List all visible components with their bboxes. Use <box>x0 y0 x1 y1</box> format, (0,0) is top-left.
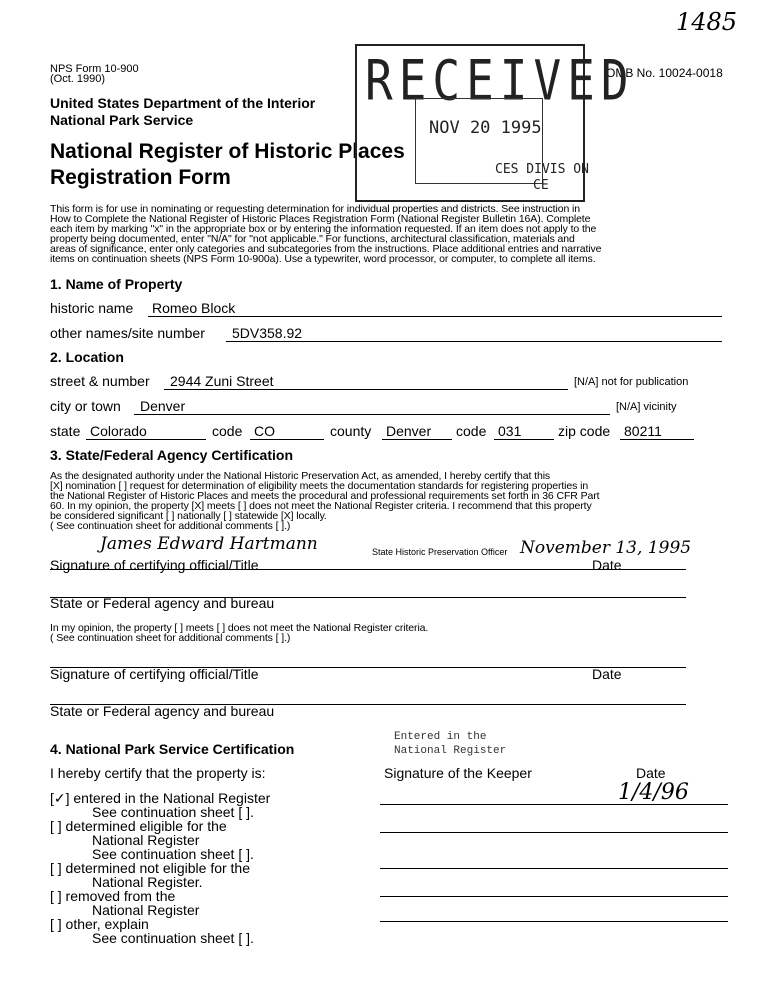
county-code-field[interactable]: 031 <box>498 423 522 439</box>
option-eligible-register: National Register <box>92 832 200 848</box>
form-number: NPS Form 10-900 <box>50 63 139 75</box>
certify-statement: I hereby certify that the property is: <box>50 765 266 781</box>
other-names-line <box>226 341 722 342</box>
state-field[interactable]: Colorado <box>90 423 147 439</box>
certification-text <box>50 471 730 531</box>
option-entered-continuation[interactable]: See continuation sheet [ ]. <box>92 804 254 820</box>
stamp-date: NOV 20 1995 <box>429 118 542 138</box>
keeper-entered-date: 1/4/96 <box>618 780 689 805</box>
typed-entered-line-1: Entered in the <box>394 731 487 743</box>
county-line <box>382 439 452 440</box>
received-stamp <box>355 44 635 202</box>
county-code-line <box>494 439 554 440</box>
instruction-line: each item by marking "x" in the appropriate box or by entering the information requested. If an item does not apply to the <box>50 223 597 235</box>
street-label: street & number <box>50 373 150 389</box>
form-date: (Oct. 1990) <box>50 73 106 85</box>
form-title: National Register of Historic Places <box>50 140 405 163</box>
cert-line: As the designated authority under the National Historic Preservation Act, as amended, I hereby certify that this <box>50 470 551 482</box>
opinion-line: In my opinion, the property [ ] meets [ ] does not meet the National Register criteria. <box>50 622 429 634</box>
department-name: United States Department of the Interior <box>50 95 316 111</box>
signature-label-1: Signature of certifying official/Title <box>50 557 259 573</box>
omb-number: OMB No. 10024-0018 <box>606 66 723 80</box>
keeper-line-5 <box>380 921 728 922</box>
state-line <box>86 439 206 440</box>
cert-line: the National Register of Historic Places and meets the procedural and professional requirements set forth in 36 CFR Part <box>50 490 600 502</box>
cert-line: be considered significant [ ] nationally [ ] statewide [X] locally. <box>50 510 327 522</box>
city-field[interactable]: Denver <box>140 398 186 414</box>
stamp-office-line: CE <box>533 178 549 193</box>
keeper-line-4 <box>380 896 728 897</box>
stamp-received-word: RECEIVED <box>365 48 635 113</box>
not-for-publication-label: [N/A] not for publication <box>574 376 689 388</box>
state-code-line <box>250 439 324 440</box>
option-eligible[interactable]: [ ] determined eligible for the <box>50 818 227 834</box>
zip-field[interactable]: 80211 <box>624 423 662 439</box>
state-label: state <box>50 423 81 439</box>
option-removed[interactable]: [ ] removed from the <box>50 888 176 904</box>
option-eligible-continuation[interactable]: See continuation sheet [ ]. <box>92 846 254 862</box>
zip-line <box>620 439 694 440</box>
keeper-line-3 <box>380 868 728 869</box>
street-field[interactable]: 2944 Zuni Street <box>170 373 274 389</box>
instructions <box>50 204 730 264</box>
officer-signed-date: November 13, 1995 <box>520 538 692 558</box>
section-1-heading: 1. Name of Property <box>50 276 183 292</box>
keeper-signature-label: Signature of the Keeper <box>384 765 532 781</box>
historic-name-label: historic name <box>50 300 134 316</box>
instruction-line: property being documented, enter "N/A" for "not applicable." For functions, architectural classification, materials and <box>50 233 575 245</box>
option-entered[interactable]: [✓] entered in the National Register <box>50 790 271 806</box>
officer-signature: James Edward Hartmann <box>100 534 318 554</box>
instruction-line: items on continuation sheets (NPS Form 10-900a). Use a typewriter, word processor, or computer, to complete all items. <box>50 253 596 265</box>
instruction-line: areas of significance, enter only categories and subcategories from the instructions. Place additional entries and narrative <box>50 243 602 255</box>
historic-name-field[interactable]: Romeo Block <box>152 300 236 316</box>
signature-label-2: Signature of certifying official/Title <box>50 666 259 682</box>
date-label-1: Date <box>592 557 622 573</box>
stamp-division-line: CES DIVIS ON <box>495 162 589 177</box>
other-names-label: other names/site number <box>50 325 205 341</box>
city-line <box>134 414 610 415</box>
keeper-date-label: Date <box>636 765 666 781</box>
section-2-heading: 2. Location <box>50 349 124 365</box>
county-label: county <box>330 423 372 439</box>
keeper-line-2 <box>380 832 728 833</box>
section-4-heading: 4. National Park Service Certification <box>50 741 295 757</box>
city-label: city or town <box>50 398 121 414</box>
form-subtitle: Registration Form <box>50 166 231 189</box>
agency-label-1: State or Federal agency and bureau <box>50 595 275 611</box>
vicinity-label: [N/A] vicinity <box>616 401 677 413</box>
cert-line: 60. In my opinion, the property [X] meets [ ] does not meet the National Register criteria. I recommend that this property <box>50 500 592 512</box>
opinion-line: ( See continuation sheet for additional comments [ ].) <box>50 632 291 644</box>
option-removed-register: National Register <box>92 902 200 918</box>
typed-entered-line-2: National Register <box>394 745 507 757</box>
street-line <box>164 389 568 390</box>
option-not-eligible-register: National Register. <box>92 874 203 890</box>
agency-label-2: State or Federal agency and bureau <box>50 703 275 719</box>
keeper-line-1 <box>380 804 728 805</box>
option-other-continuation[interactable]: See continuation sheet [ ]. <box>92 930 254 946</box>
county-code-label: code <box>456 423 487 439</box>
officer-title: State Historic Preservation Officer <box>372 547 508 557</box>
instruction-line: How to Complete the National Register of Historic Places Registration Form (National Register Bulletin 16A). Complete <box>50 213 591 225</box>
agency-name: National Park Service <box>50 112 194 128</box>
state-code-field[interactable]: CO <box>254 423 275 439</box>
other-names-field[interactable]: 5DV358.92 <box>232 325 303 341</box>
county-field[interactable]: Denver <box>386 423 432 439</box>
instruction-line: This form is for use in nominating or requesting determination for individual properties and districts. See instruction in <box>50 203 580 215</box>
state-code-label: code <box>212 423 243 439</box>
zip-label: zip code <box>558 423 611 439</box>
historic-name-line <box>148 316 722 317</box>
cert-line: [X] nomination [ ] request for determination of eligibility meets the documentation standards for registering properties in <box>50 480 589 492</box>
handwritten-reference-number: 1485 <box>676 8 738 36</box>
date-label-2: Date <box>592 666 622 682</box>
option-not-eligible[interactable]: [ ] determined not eligible for the <box>50 860 251 876</box>
cert-line: ( See continuation sheet for additional comments [ ].) <box>50 520 291 532</box>
section-3-heading: 3. State/Federal Agency Certification <box>50 447 293 463</box>
option-other[interactable]: [ ] other, explain <box>50 916 149 932</box>
